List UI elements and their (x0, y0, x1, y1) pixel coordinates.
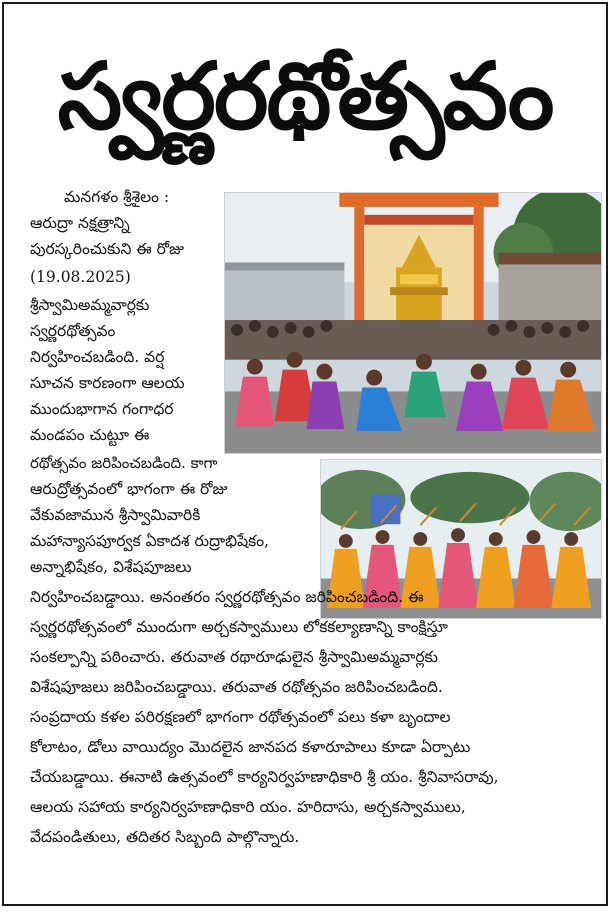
headline: స్వర్ణరథోత్సవం (57, 43, 553, 150)
article-line: మనగళం శ్రీశైలం : (64, 188, 170, 206)
article-line: సంకల్పాన్ని పఠించారు. తరువాత రథారూఢులైన శ్రీస్వామిఅమ్మవార్లకు (30, 648, 438, 666)
article-line: కోలాటం, డోలు వాయిద్యం మొదలైన జానపద కళారూపాలు కూడా ఏర్పాటు (30, 738, 471, 756)
article-line: రథోత్సవం జరిపించబడింది. కాగా (30, 454, 218, 472)
news-clipping (2, 2, 608, 906)
article-line: ఆరుద్రోత్సవంలో భాగంగా ఈ రోజు (30, 480, 228, 498)
article-line: (19.08.2025) (30, 268, 131, 286)
article-line: అన్నాభిషేకం, విశేషపూజలు (30, 558, 192, 576)
article-line: సూచన కారణంగా ఆలయ (30, 374, 185, 392)
article-line: విశేషపూజలు జరిపించబడ్డాయి. తరువాత రథోత్సవం జరిపించబడింది. (30, 678, 443, 696)
article-line: నిర్వహించబడింది. వర్ష (30, 348, 165, 366)
article-line: మహాన్యాసపూర్వక ఏకాదశ రుద్రాభిషేకం, (30, 532, 270, 550)
article-line: స్వర్ణరథోత్సవం (30, 322, 116, 340)
article-line: ముందుభాగాన గంగాధర (30, 400, 174, 418)
article-line: ఆరుద్రా నక్షత్రాన్ని (30, 214, 130, 232)
article-line: స్వర్ణరథోత్సవంలో ముందుగా అర్చకస్వాములు లోకకల్యాణాన్ని కాంక్షిస్తూ (30, 618, 448, 636)
article-line: నిర్వహించబడ్డాయి. అనంతరం స్వర్ణరథోత్సవం జరిపించబడింది. ఈ (30, 588, 424, 606)
article-line: పురస్కరించుకుని ఈ రోజు (30, 240, 185, 258)
article-line: వేదపండితులు, తదితర సిబ్బంది పాల్గొన్నారు. (30, 828, 300, 846)
article-line: ఆలయ సహాయ కార్యనిర్వహణాధికారి యం. హరిదాసు, అర్చకస్వాములు, (30, 798, 466, 816)
article-line: చేయబడ్డాయి. ఈనాటి ఉత్సవంలో కార్యనిర్వహణాధికారి శ్రీ యం. శ్రీనివాసరావు, (30, 768, 499, 786)
article-line: మండపం చుట్టూ ఈ (30, 426, 150, 444)
article-line: సంప్రదాయ కళల పరిరక్షణలో భాగంగా రథోత్సవంలో పలు కళా బృందాల (30, 708, 451, 726)
golden-chariot-dance-photo (224, 192, 602, 454)
article-line: శ్రీస్వామిఅమ్మవార్లకు (30, 296, 150, 314)
article-line: వేకువజామున శ్రీస్వామివారికి (30, 506, 201, 524)
